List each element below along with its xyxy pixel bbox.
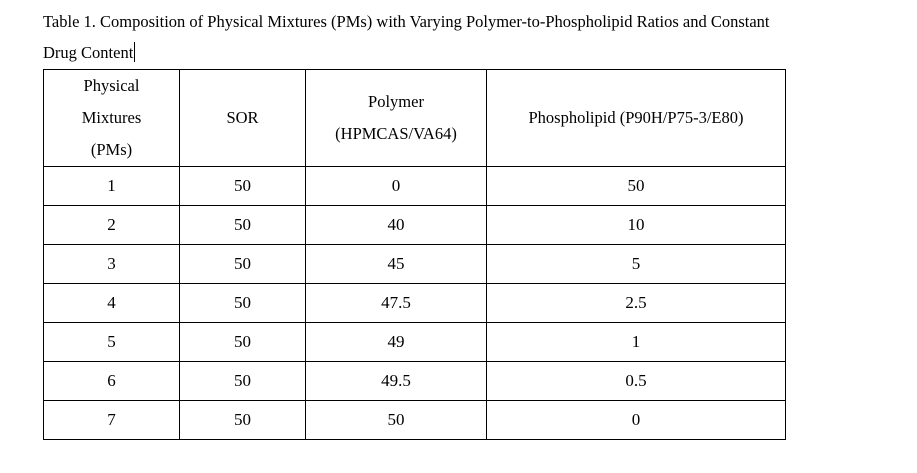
table-cell: 50 <box>180 284 306 323</box>
table-cell: 50 <box>180 206 306 245</box>
text-cursor <box>134 42 135 62</box>
table-cell: 6 <box>44 362 180 401</box>
table-cell: 10 <box>487 206 786 245</box>
table-cell: 0 <box>306 167 487 206</box>
table-cell: 1 <box>487 323 786 362</box>
table-cell: 49.5 <box>306 362 487 401</box>
table-cell: 2.5 <box>487 284 786 323</box>
table-cell: 47.5 <box>306 284 487 323</box>
table-cell: 50 <box>180 167 306 206</box>
table-cell: 5 <box>44 323 180 362</box>
table-row <box>44 245 786 284</box>
table-row <box>44 323 786 362</box>
table-cell: 1 <box>44 167 180 206</box>
table-cell: 50 <box>306 401 487 440</box>
composition-table <box>43 69 786 440</box>
table-cell: 50 <box>487 167 786 206</box>
header-text: SOR <box>226 108 259 127</box>
header-text: Polymer <box>368 92 424 111</box>
table-cell: 5 <box>487 245 786 284</box>
table-caption <box>43 6 893 68</box>
table-cell: 7 <box>44 401 180 440</box>
header-physical-mixtures <box>44 70 180 167</box>
table-cell: 50 <box>180 401 306 440</box>
header-text: Physical <box>83 76 140 95</box>
table-cell: 50 <box>180 362 306 401</box>
table-cell: 2 <box>44 206 180 245</box>
header-text: Mixtures <box>81 108 142 127</box>
table-header-row <box>44 70 786 167</box>
table-row <box>44 284 786 323</box>
table-row <box>44 401 786 440</box>
header-text: (PMs) <box>90 140 133 159</box>
header-text: (HPMCAS/VA64) <box>335 124 457 143</box>
table-cell: 40 <box>306 206 487 245</box>
table-cell: 50 <box>180 245 306 284</box>
table-cell: 4 <box>44 284 180 323</box>
header-text: Phospholipid (P90H/P75-3/E80) <box>528 108 744 127</box>
table-cell: 3 <box>44 245 180 284</box>
table-cell: 0 <box>487 401 786 440</box>
table-row <box>44 167 786 206</box>
table-row <box>44 362 786 401</box>
caption-line-2: Drug Content <box>43 43 134 62</box>
table-cell: 50 <box>180 323 306 362</box>
header-sor <box>180 70 306 167</box>
table-row <box>44 206 786 245</box>
table-cell: 45 <box>306 245 487 284</box>
table-cell: 49 <box>306 323 487 362</box>
header-phospholipid <box>487 70 786 167</box>
table-cell: 0.5 <box>487 362 786 401</box>
caption-line-1: Table 1. Composition of Physical Mixtures (PMs) with Varying Polymer-to-Phospholipid Ratios and Constant <box>43 12 770 31</box>
header-polymer <box>306 70 487 167</box>
